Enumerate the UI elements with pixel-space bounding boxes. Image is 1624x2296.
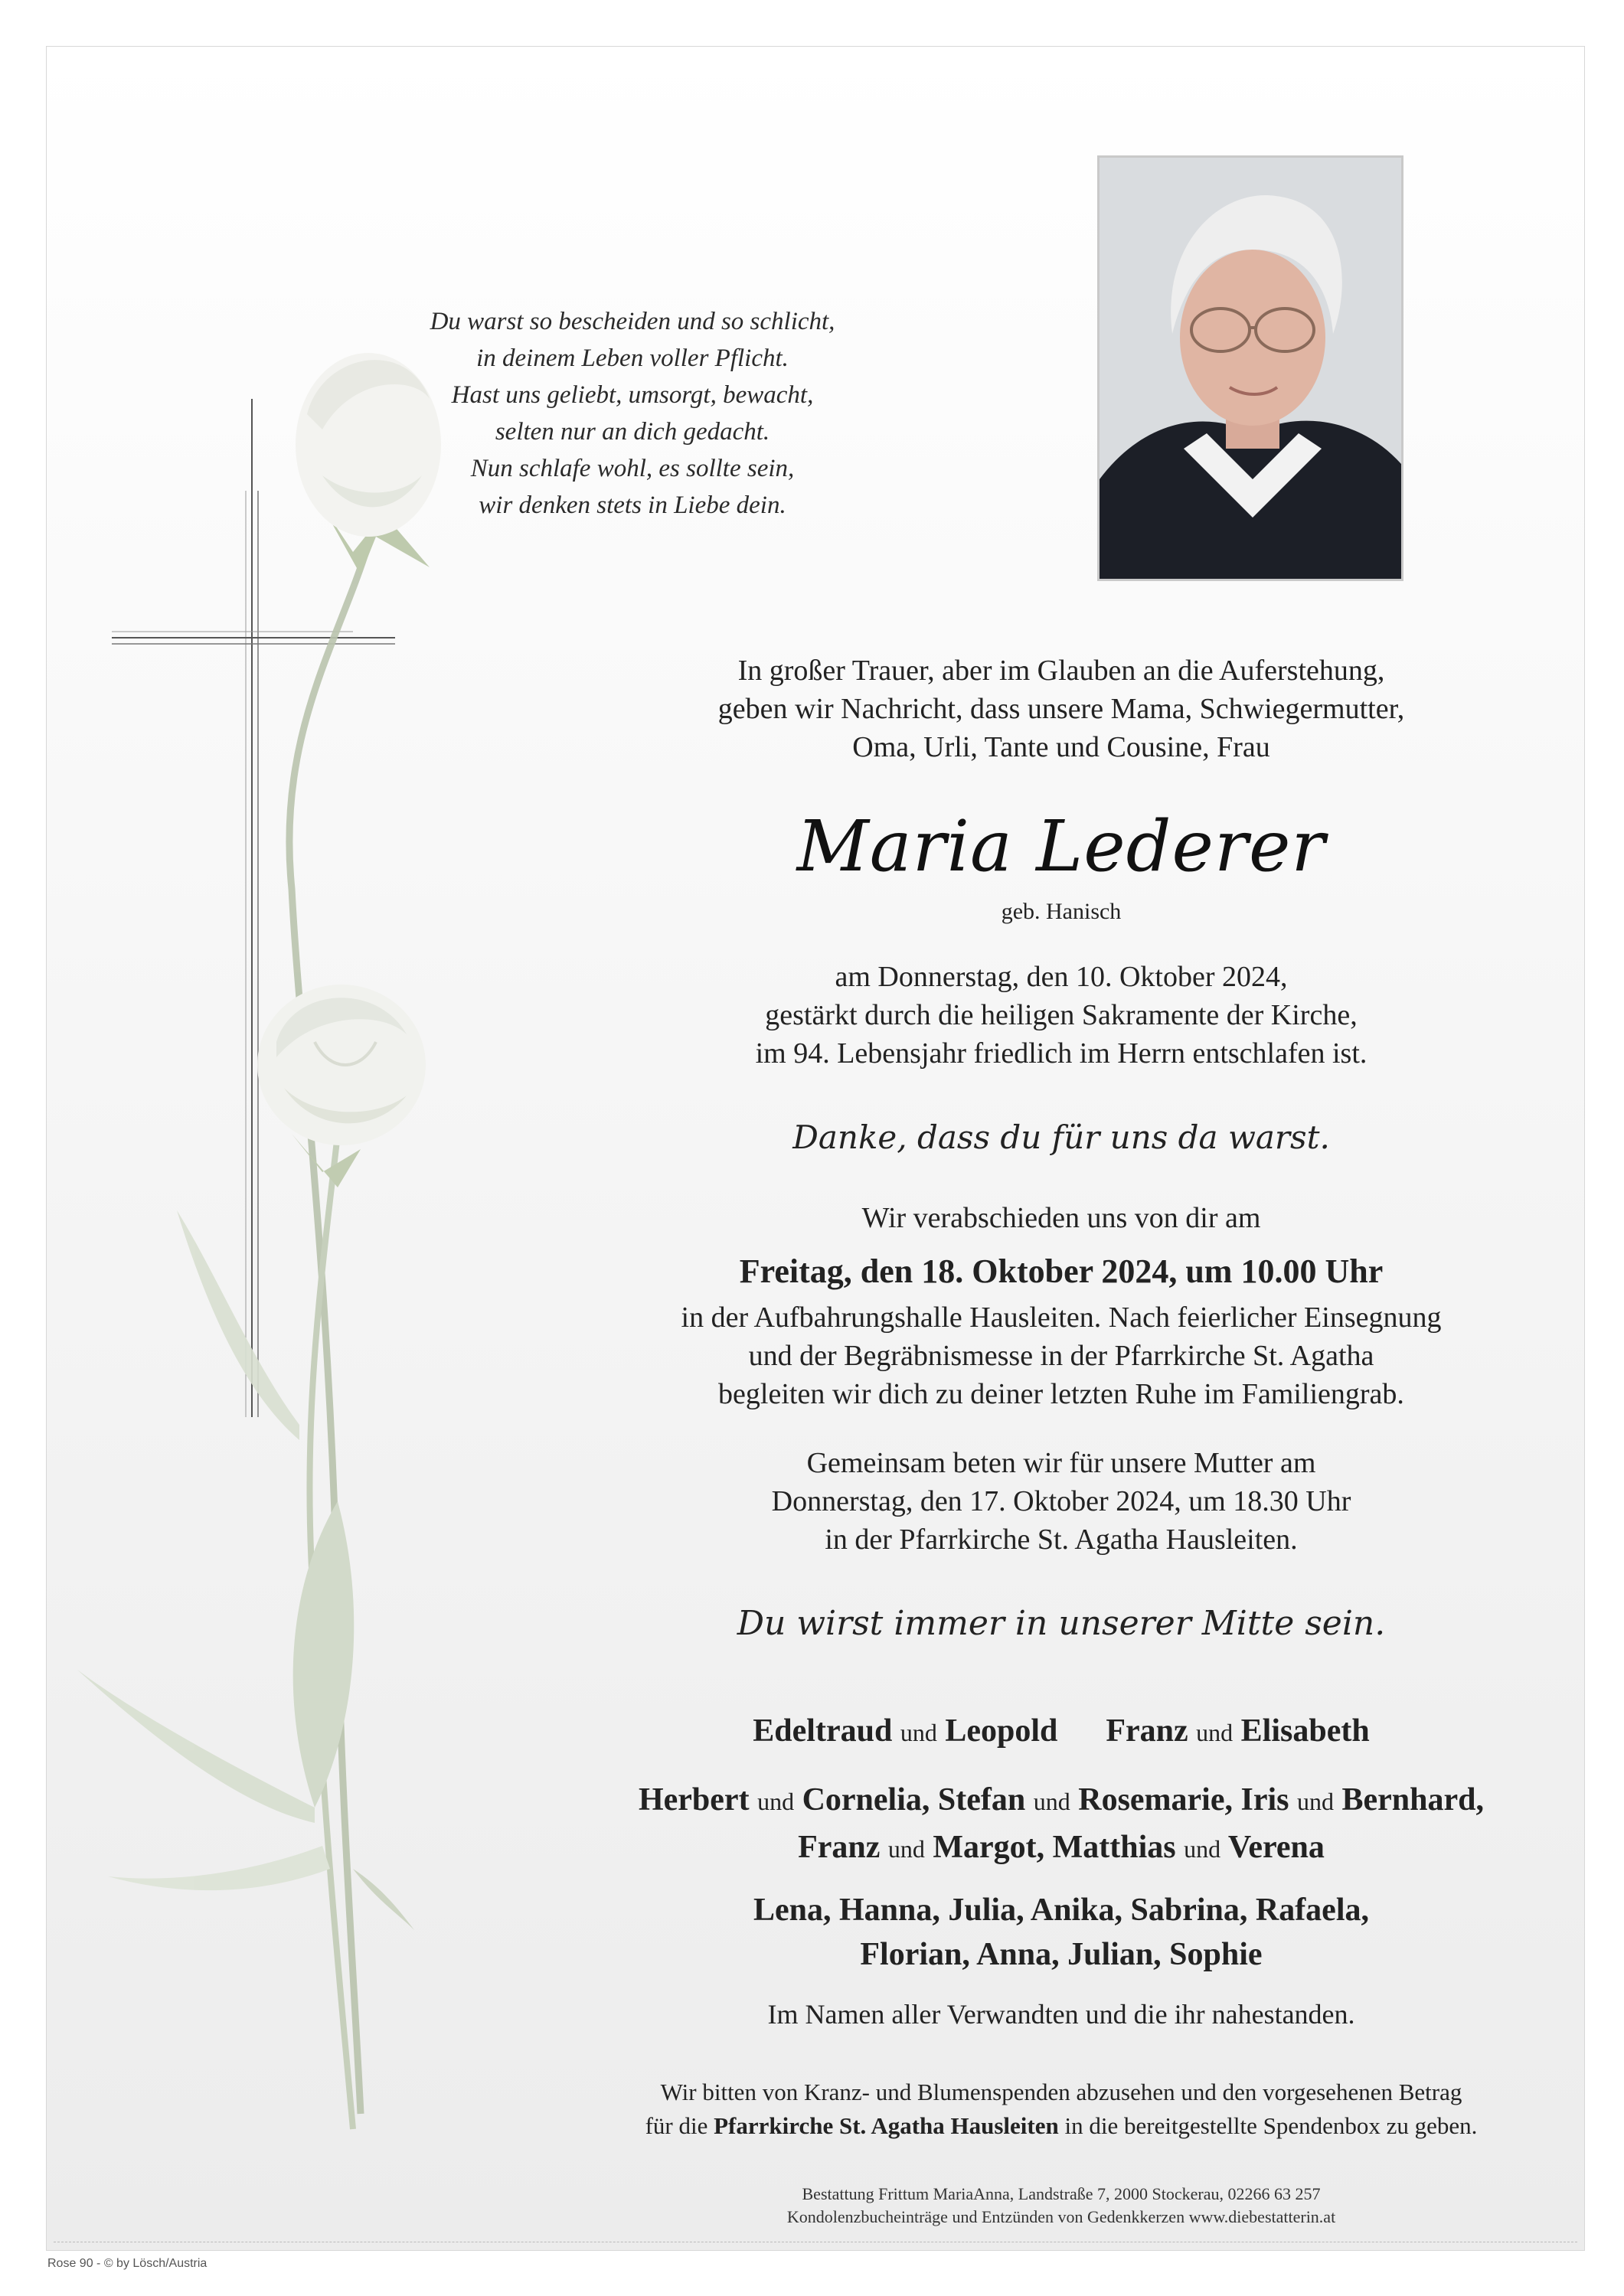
family-row xyxy=(537,1708,1585,1755)
farewell-intro: Wir verabschieden uns von dir am xyxy=(861,1202,1261,1234)
family-member: Margot, xyxy=(933,1830,1045,1865)
prayer-line: Donnerstag, den 17. Oktober 2024, um 18.30 Uhr xyxy=(771,1485,1351,1517)
death-notice-line: am Donnerstag, den 10. Oktober 2024, xyxy=(835,961,1288,993)
bottom-cut-line xyxy=(54,2242,1577,2244)
funeral-details xyxy=(537,1298,1585,1413)
donation-line: Wir bitten von Kranz- und Blumenspenden abzusehen und den vorgesehenen Betrag xyxy=(660,2079,1462,2105)
thanks-line: Danke, dass du für uns da warst. xyxy=(792,1119,1330,1156)
family-member: Bernhard, xyxy=(1341,1782,1485,1818)
family-line: Florian, Anna, Julian, Sophie xyxy=(860,1937,1263,1972)
funeral-date: Freitag, den 18. Oktober 2024, um 10.00 Uhr xyxy=(739,1253,1384,1290)
intro-text xyxy=(537,652,1585,766)
prayer-text xyxy=(537,1444,1585,1559)
poem-line: wir denken stets in Liebe dein. xyxy=(479,492,786,519)
family-great-grandchildren xyxy=(537,1888,1585,1977)
funeral-details-line: in der Aufbahrungshalle Hausleiten. Nach feierlicher Einsegnung xyxy=(681,1302,1442,1334)
donation-text: in die bereitgestellte Spendenbox zu geben. xyxy=(1064,2112,1478,2139)
family-row xyxy=(537,1824,1585,1872)
family-member: Cornelia, xyxy=(802,1782,930,1818)
family-member: Verena xyxy=(1227,1830,1325,1865)
obituary-sheet xyxy=(46,46,1585,2251)
prayer-line: in der Pfarrkirche St. Agatha Hausleiten. xyxy=(825,1524,1298,1556)
intro-line: Oma, Urli, Tante und Cousine, Frau xyxy=(852,731,1270,763)
family-connector: und xyxy=(1184,1835,1221,1863)
family-member: Stefan xyxy=(937,1782,1026,1818)
family-member: Matthias xyxy=(1052,1830,1176,1865)
family-connector: und xyxy=(1297,1788,1334,1815)
family-member: Franz xyxy=(798,1830,881,1865)
family-member: Iris xyxy=(1240,1782,1289,1818)
family-connector: und xyxy=(900,1719,937,1746)
donation-text: für die xyxy=(645,2112,708,2139)
poem-line: in deinem Leben voller Pflicht. xyxy=(476,345,789,372)
family-connector: und xyxy=(1033,1788,1070,1815)
family-member: Edeltraud xyxy=(753,1713,893,1749)
intro-line: In großer Trauer, aber im Glauben an die Auferstehung, xyxy=(737,655,1385,687)
death-notice-line: im 94. Lebensjahr friedlich im Herrn entschlafen ist. xyxy=(755,1037,1367,1070)
portrait-image xyxy=(1100,158,1401,579)
motto-line: Du wirst immer in unserer Mitte sein. xyxy=(737,1604,1386,1643)
footer xyxy=(537,2183,1585,2229)
family-connector: und xyxy=(757,1788,795,1815)
footer-line: Bestattung Frittum MariaAnna, Landstraße 7, 2000 Stockerau, 02266 63 257 xyxy=(802,2184,1321,2203)
prayer-line: Gemeinsam beten wir für unsere Mutter am xyxy=(806,1447,1316,1479)
family-connector: und xyxy=(1196,1719,1234,1746)
family-member: Herbert xyxy=(638,1782,750,1818)
family-line: Lena, Hanna, Julia, Anika, Sabrina, Rafaela, xyxy=(753,1893,1369,1928)
donation-recipient: Pfarrkirche St. Agatha Hausleiten xyxy=(714,2112,1059,2139)
donation-line xyxy=(537,2109,1585,2143)
poem-line: Hast uns geliebt, umsorgt, bewacht, xyxy=(451,381,814,409)
family-children xyxy=(537,1708,1585,1755)
deceased-name: Maria Lederer xyxy=(796,805,1326,887)
poem-line: Nun schlafe wohl, es sollte sein, xyxy=(470,455,795,482)
family-member: Franz xyxy=(1106,1713,1188,1749)
death-notice-line: gestärkt durch die heiligen Sakramente der Kirche, xyxy=(765,999,1358,1031)
birth-name: geb. Hanisch xyxy=(1001,899,1122,924)
family-row xyxy=(537,1777,1585,1824)
poem-line: selten nur an dich gedacht. xyxy=(495,418,770,446)
family-grandchildren xyxy=(537,1777,1585,1872)
family-member: Elisabeth xyxy=(1240,1713,1370,1749)
relatives-line: Im Namen aller Verwandten und die ihr nahestanden. xyxy=(767,1999,1355,2030)
design-credit: Rose 90 - © by Lösch/Austria xyxy=(47,2257,207,2270)
funeral-details-line: und der Begräbnismesse in der Pfarrkirche St. Agatha xyxy=(748,1340,1374,1372)
family-member: Leopold xyxy=(945,1713,1058,1749)
poem xyxy=(269,303,996,524)
donation-note xyxy=(537,2076,1585,2143)
funeral-details-line: begleiten wir dich zu deiner letzten Ruhe im Familiengrab. xyxy=(718,1378,1404,1410)
poem-line: Du warst so bescheiden und so schlicht, xyxy=(430,308,835,335)
white-roses-illustration xyxy=(77,353,441,2129)
footer-line: Kondolenzbucheinträge und Entzünden von Gedenkkerzen www.diebestatterin.at xyxy=(786,2207,1336,2226)
family-member: Rosemarie, xyxy=(1078,1782,1233,1818)
family-connector: und xyxy=(887,1835,925,1863)
intro-line: geben wir Nachricht, dass unsere Mama, Schwiegermutter, xyxy=(717,693,1405,725)
portrait-photo xyxy=(1097,155,1403,581)
death-notice xyxy=(537,958,1585,1073)
